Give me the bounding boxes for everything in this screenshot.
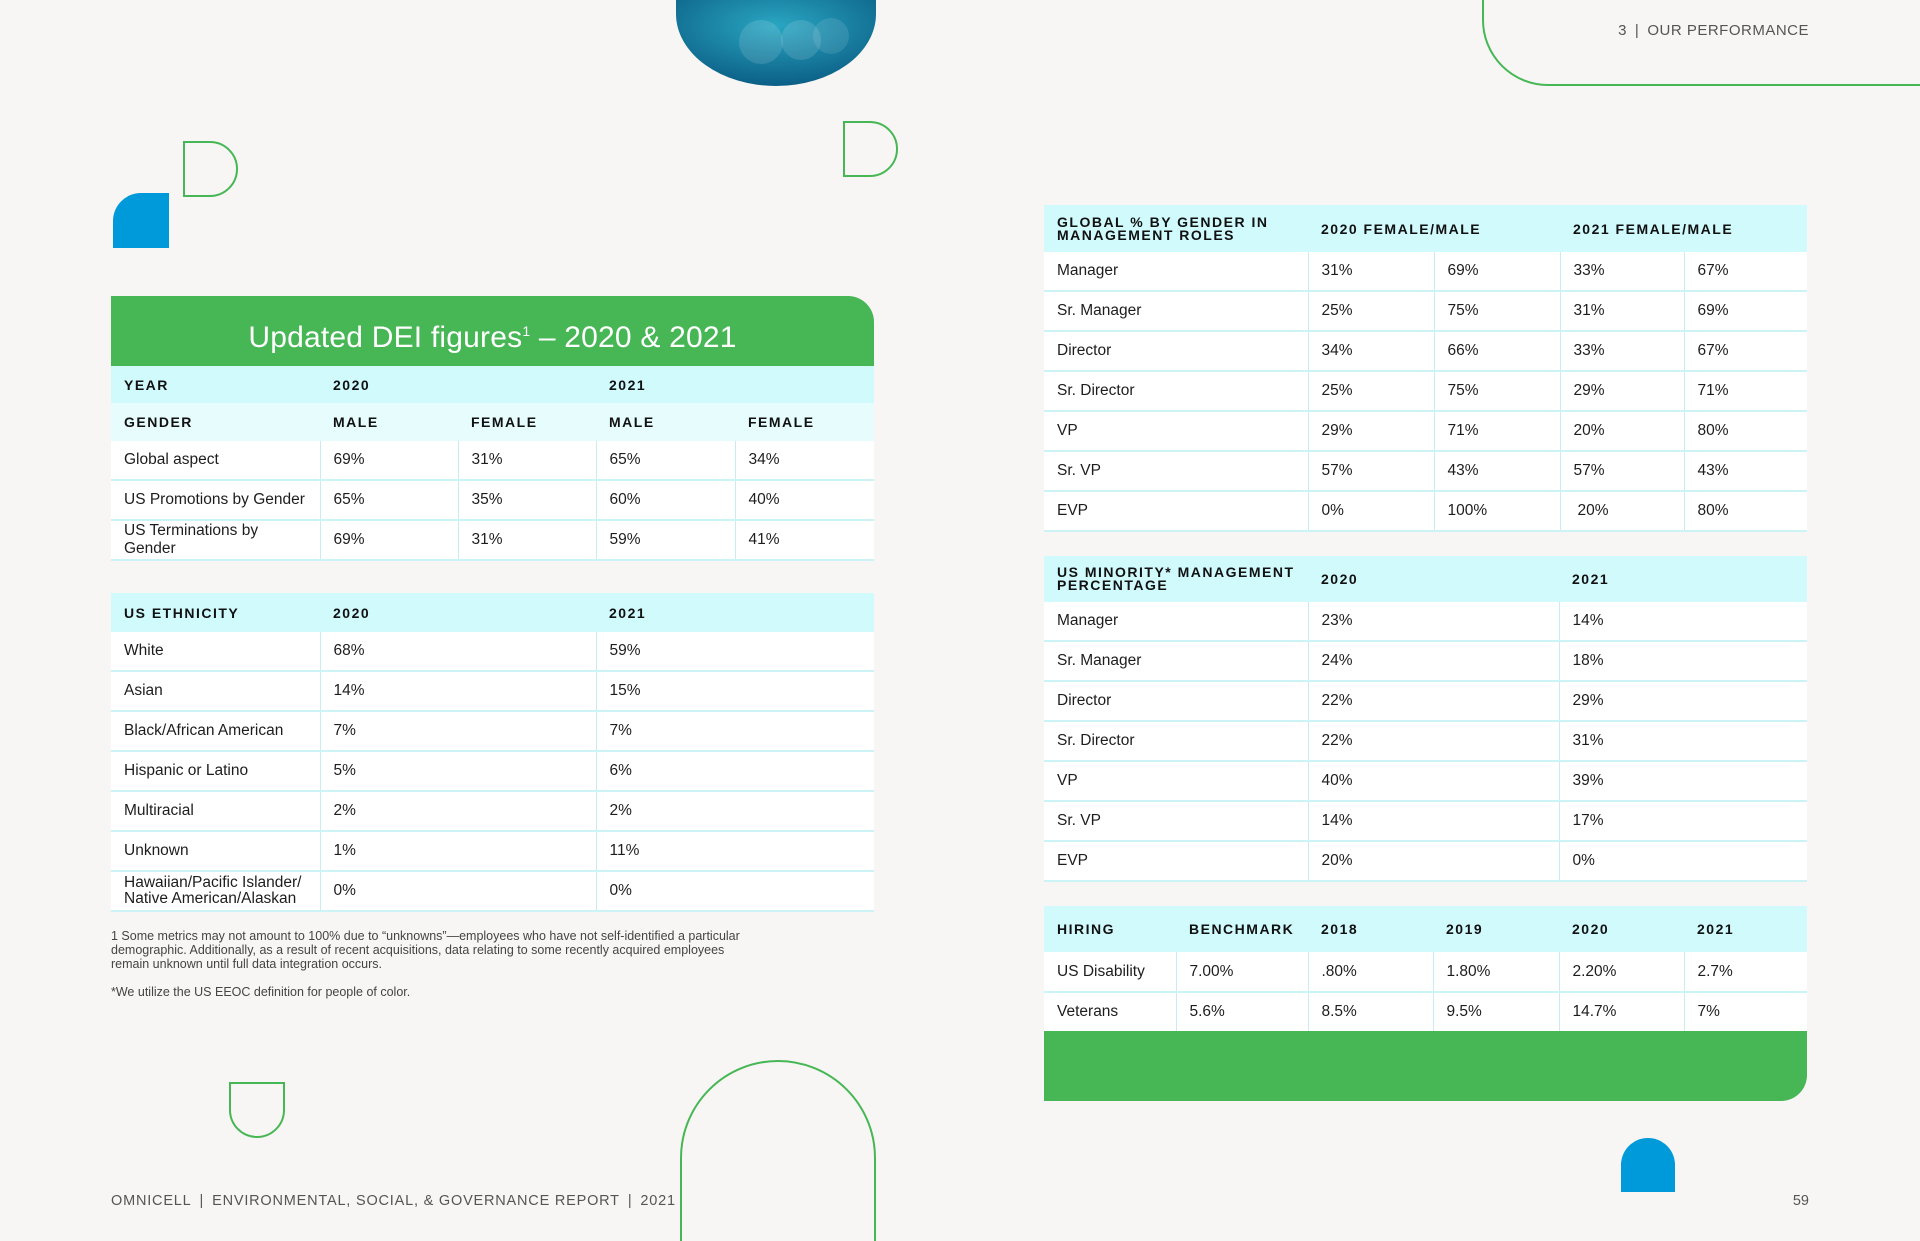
footnote-1: 1 Some metrics may not amount to 100% due to “unknowns”—employees who have not self-identified a particular demographic. Additionally, as a result of recent acquisitions, data relating to some recently acquired employees remain unknown until full data integration occurs. [111, 929, 740, 971]
row-label: US Promotions by Gender [111, 480, 320, 520]
row-label: White [111, 632, 320, 671]
cell: .80% [1308, 952, 1433, 992]
cell: 66% [1434, 331, 1560, 371]
page-number: 59 [1792, 1193, 1809, 1209]
cell: 69% [1684, 291, 1807, 331]
ethnicity-2021-header: 2021 [596, 593, 874, 632]
cell: 7.00% [1176, 952, 1308, 992]
header-line-1: US MINORITY* MANAGEMENT [1057, 564, 1295, 580]
cell: 35% [458, 480, 596, 520]
year-2021-header: 2021 [596, 366, 874, 403]
cell: 1% [320, 831, 596, 871]
row-label: US Terminations by Gender [111, 520, 320, 560]
decorative-outline-arch [680, 1060, 878, 1241]
cell: 100% [1434, 491, 1560, 531]
cell: 65% [596, 441, 735, 480]
table-row [1044, 602, 1807, 641]
cell: 75% [1434, 291, 1560, 331]
cell: 2% [320, 791, 596, 831]
page-footer: OMNICELL | ENVIRONMENTAL, SOCIAL, & GOVERNANCE REPORT | 2021 [111, 1193, 676, 1209]
cell: 17% [1559, 801, 1807, 841]
table-row [1044, 252, 1807, 291]
cell: 25% [1308, 371, 1434, 411]
cell: 7% [1684, 992, 1807, 1032]
dei-title-footnote-mark: 1 [522, 323, 531, 339]
year-2021-header: 2021 [1684, 906, 1807, 952]
row-label-line-2: Native American/Alaskan [124, 890, 297, 907]
cell: 31% [1560, 291, 1684, 331]
table-row [1044, 952, 1807, 992]
row-label: Black/African American [111, 711, 320, 751]
row-label: Sr. VP [1044, 801, 1308, 841]
cell: 67% [1684, 252, 1807, 291]
minority-management-table [1044, 556, 1807, 882]
decorative-outline-d-2 [843, 121, 899, 177]
female-male-2020-header: 2020 FEMALE/MALE [1308, 205, 1560, 252]
cell: 40% [1308, 761, 1559, 801]
table-row [1044, 451, 1807, 491]
cell: 18% [1559, 641, 1807, 681]
cell: 34% [735, 441, 874, 480]
decorative-blue-shape-2 [1621, 1138, 1675, 1192]
cell: 41% [735, 520, 874, 560]
row-label: US Disability [1044, 952, 1176, 992]
row-label: Global aspect [111, 441, 320, 480]
cell: 20% [1560, 491, 1684, 531]
cell: 20% [1308, 841, 1559, 881]
cell: 14% [1559, 602, 1807, 641]
cell: 39% [1559, 761, 1807, 801]
cell: 57% [1308, 451, 1434, 491]
cell: 33% [1560, 252, 1684, 291]
cell: 22% [1308, 681, 1559, 721]
cell: 69% [320, 441, 458, 480]
cell: 7% [320, 711, 596, 751]
table-row [111, 480, 874, 520]
row-label: Multiracial [111, 791, 320, 831]
header-line-2: PERCENTAGE [1057, 577, 1169, 593]
table-row [111, 441, 874, 480]
row-label: Asian [111, 671, 320, 711]
cell: 1.80% [1433, 952, 1559, 992]
table-row [1044, 992, 1807, 1032]
cell: 2.20% [1559, 952, 1684, 992]
table-row [1044, 761, 1807, 801]
gender-table [111, 366, 874, 561]
cell: 71% [1684, 371, 1807, 411]
cell: 67% [1684, 331, 1807, 371]
table-row [1044, 491, 1807, 531]
row-label: Hispanic or Latino [111, 751, 320, 791]
hiring-table [1044, 906, 1807, 1033]
header-line-1: GLOBAL % BY GENDER IN [1057, 213, 1269, 230]
cell: 59% [596, 632, 874, 671]
cell: 11% [596, 831, 874, 871]
cell: 65% [320, 480, 458, 520]
cell: 5.6% [1176, 992, 1308, 1032]
cell: 5% [320, 751, 596, 791]
row-label [111, 871, 320, 911]
table-row [111, 871, 874, 911]
gender-header: GENDER [111, 403, 320, 441]
ethnicity-header: US ETHNICITY [111, 593, 320, 632]
header-line-2: MANAGEMENT ROLES [1057, 226, 1235, 243]
cell: 0% [1559, 841, 1807, 881]
table-row [1044, 291, 1807, 331]
cell: 57% [1560, 451, 1684, 491]
table-row [1044, 641, 1807, 681]
year-header: YEAR [111, 366, 320, 403]
cell: 22% [1308, 721, 1559, 761]
table-row [111, 671, 874, 711]
minority-2021-header: 2021 [1559, 556, 1807, 602]
header-section: OUR PERFORMANCE [1647, 22, 1809, 39]
cell: 33% [1560, 331, 1684, 371]
page-header: 3 | OUR PERFORMANCE [1618, 22, 1809, 39]
male-2021-header: MALE [596, 403, 735, 441]
decorative-outline-u [229, 1082, 285, 1138]
cell: 31% [1559, 721, 1807, 761]
footnote-2: *We utilize the US EEOC definition for people of color. [111, 985, 411, 999]
dei-title [111, 296, 874, 366]
row-label: Sr. Director [1044, 721, 1308, 761]
cell: 0% [1308, 491, 1434, 531]
table-row [1044, 681, 1807, 721]
cell: 31% [1308, 252, 1434, 291]
table-row [111, 711, 874, 751]
decorative-outline-arc [1482, 0, 1920, 88]
hiring-header: HIRING [1044, 906, 1176, 952]
cell: 0% [320, 871, 596, 911]
table-row [111, 751, 874, 791]
row-label: Sr. Manager [1044, 291, 1308, 331]
year-2018-header: 2018 [1308, 906, 1433, 952]
female-2020-header: FEMALE [458, 403, 596, 441]
cell: 75% [1434, 371, 1560, 411]
table-row [111, 791, 874, 831]
cell: 69% [1434, 252, 1560, 291]
cell: 7% [596, 711, 874, 751]
cell: 80% [1684, 491, 1807, 531]
cell: 80% [1684, 411, 1807, 451]
cell: 71% [1434, 411, 1560, 451]
ethnicity-2020-header: 2020 [320, 593, 596, 632]
cell: 29% [1560, 371, 1684, 411]
cell: 43% [1434, 451, 1560, 491]
cell: 24% [1308, 641, 1559, 681]
row-label: Manager [1044, 602, 1308, 641]
management-gender-header [1044, 205, 1308, 252]
row-label: VP [1044, 411, 1308, 451]
row-label: Veterans [1044, 992, 1176, 1032]
table-row [1044, 841, 1807, 881]
cell: 23% [1308, 602, 1559, 641]
cell: 31% [458, 520, 596, 560]
decorative-blue-shape [113, 193, 169, 248]
table-row [111, 831, 874, 871]
cell: 43% [1684, 451, 1807, 491]
cell: 14% [320, 671, 596, 711]
header-page-number: 3 [1618, 22, 1627, 39]
decorative-photo-blob [676, 0, 876, 86]
table-row [1044, 721, 1807, 761]
cell: 60% [596, 480, 735, 520]
table-row [1044, 371, 1807, 411]
row-label: Sr. VP [1044, 451, 1308, 491]
table-row [1044, 411, 1807, 451]
row-label: Director [1044, 331, 1308, 371]
year-2019-header: 2019 [1433, 906, 1559, 952]
table-row [111, 520, 874, 560]
cell: 9.5% [1433, 992, 1559, 1032]
row-label-line-1: Hawaiian/Pacific Islander/ [124, 874, 302, 891]
year-2020-header: 2020 [1559, 906, 1684, 952]
management-gender-table [1044, 205, 1807, 532]
row-label: Manager [1044, 252, 1308, 291]
female-male-2021-header: 2021 FEMALE/MALE [1560, 205, 1807, 252]
benchmark-header: BENCHMARK [1176, 906, 1308, 952]
cell: 68% [320, 632, 596, 671]
row-label: Unknown [111, 831, 320, 871]
cell: 14.7% [1559, 992, 1684, 1032]
cell: 14% [1308, 801, 1559, 841]
row-label: Sr. Director [1044, 371, 1308, 411]
footer-report: ENVIRONMENTAL, SOCIAL, & GOVERNANCE REPORT [212, 1193, 620, 1209]
cell: 40% [735, 480, 874, 520]
table-row [1044, 801, 1807, 841]
cell: 25% [1308, 291, 1434, 331]
row-label: EVP [1044, 841, 1308, 881]
row-label: Sr. Manager [1044, 641, 1308, 681]
cell: 29% [1308, 411, 1434, 451]
row-label: Director [1044, 681, 1308, 721]
cell: 69% [320, 520, 458, 560]
decorative-outline-d [183, 141, 239, 197]
footer-year: 2021 [640, 1193, 676, 1209]
cell: 6% [596, 751, 874, 791]
table-row [1044, 331, 1807, 371]
cell: 15% [596, 671, 874, 711]
dei-title-suffix: – 2020 & 2021 [530, 321, 737, 354]
row-label: VP [1044, 761, 1308, 801]
cell: 34% [1308, 331, 1434, 371]
decorative-green-bar [1044, 1031, 1807, 1101]
cell: 2% [596, 791, 874, 831]
cell: 8.5% [1308, 992, 1433, 1032]
ethnicity-table [111, 593, 874, 912]
cell: 0% [596, 871, 874, 911]
cell: 31% [458, 441, 596, 480]
male-2020-header: MALE [320, 403, 458, 441]
table-row [111, 632, 874, 671]
cell: 20% [1560, 411, 1684, 451]
cell: 2.7% [1684, 952, 1807, 992]
cell: 59% [596, 520, 735, 560]
year-2020-header: 2020 [320, 366, 596, 403]
cell: 29% [1559, 681, 1807, 721]
footer-company: OMNICELL [111, 1193, 192, 1209]
female-2021-header: FEMALE [735, 403, 874, 441]
dei-title-text: Updated DEI figures [248, 321, 523, 354]
minority-2020-header: 2020 [1308, 556, 1559, 602]
minority-management-header [1044, 556, 1308, 602]
row-label: EVP [1044, 491, 1308, 531]
